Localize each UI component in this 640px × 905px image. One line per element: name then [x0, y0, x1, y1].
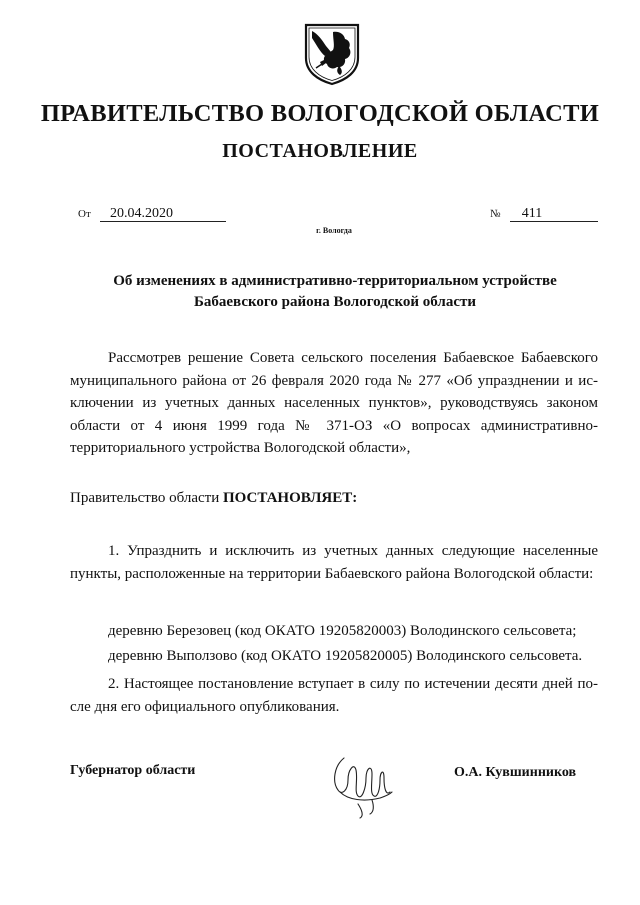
decree-word: ПОСТАНОВЛЯЕТ:: [222, 490, 358, 506]
number-value: 411: [510, 207, 598, 222]
signatory-name: О.А. Кувшинников: [454, 765, 577, 780]
date-value: 20.04.2020: [100, 207, 226, 222]
document-type: ПОСТАНОВЛЕНИЕ: [222, 140, 418, 162]
decree-prefix: Правительство области: [70, 490, 223, 506]
subject-line-2: Бабаевского района Вологодской области: [193, 294, 477, 310]
document-subject: [90, 271, 580, 313]
handwritten-signature: [328, 748, 398, 820]
document-number: [490, 205, 598, 222]
village-1-paragraph: деревню Березовец (код ОКАТО 19205820003) Володинского сельсовета;: [108, 623, 577, 639]
decree-paragraph: [70, 487, 598, 510]
city-label: г. Вологда: [316, 226, 352, 235]
subject-line-1: Об изменениях в административно-территориальном устройстве: [113, 273, 557, 289]
village-2-paragraph: деревню Выползово (код ОКАТО 19205820005) Володинского сельсовета.: [108, 648, 583, 664]
coat-of-arms-icon: [302, 22, 362, 86]
item-2-paragraph: 2. Настоящее постановление вступает в силу по истечении десяти дней после дня его официального опубликования.: [70, 676, 598, 715]
date-label: От: [78, 208, 91, 220]
signatory-title: Губернатор области: [70, 763, 196, 778]
document-date: [78, 205, 226, 222]
organization-title: ПРАВИТЕЛЬСТВО ВОЛОГОДСКОЙ ОБЛАСТИ: [40, 100, 600, 127]
item-1-paragraph: 1. Упразднить и исключить из учетных данных следующие населенные пункты, расположенные на территории Бабаевского района Вологодской области:: [70, 543, 598, 582]
number-label: №: [490, 208, 501, 220]
preamble-paragraph: Рассмотрев решение Совета сельского поселения Бабаевское Бабаевского муниципального района от 26 февраля 2020 года № 277 «Об упразднении и исключении из учетных данных населенных пунктов», руководствуясь законом области от 4 июня 1999 года № 371-ОЗ «О вопросах административно-территориального устройства Вологодской области»,: [70, 350, 598, 456]
